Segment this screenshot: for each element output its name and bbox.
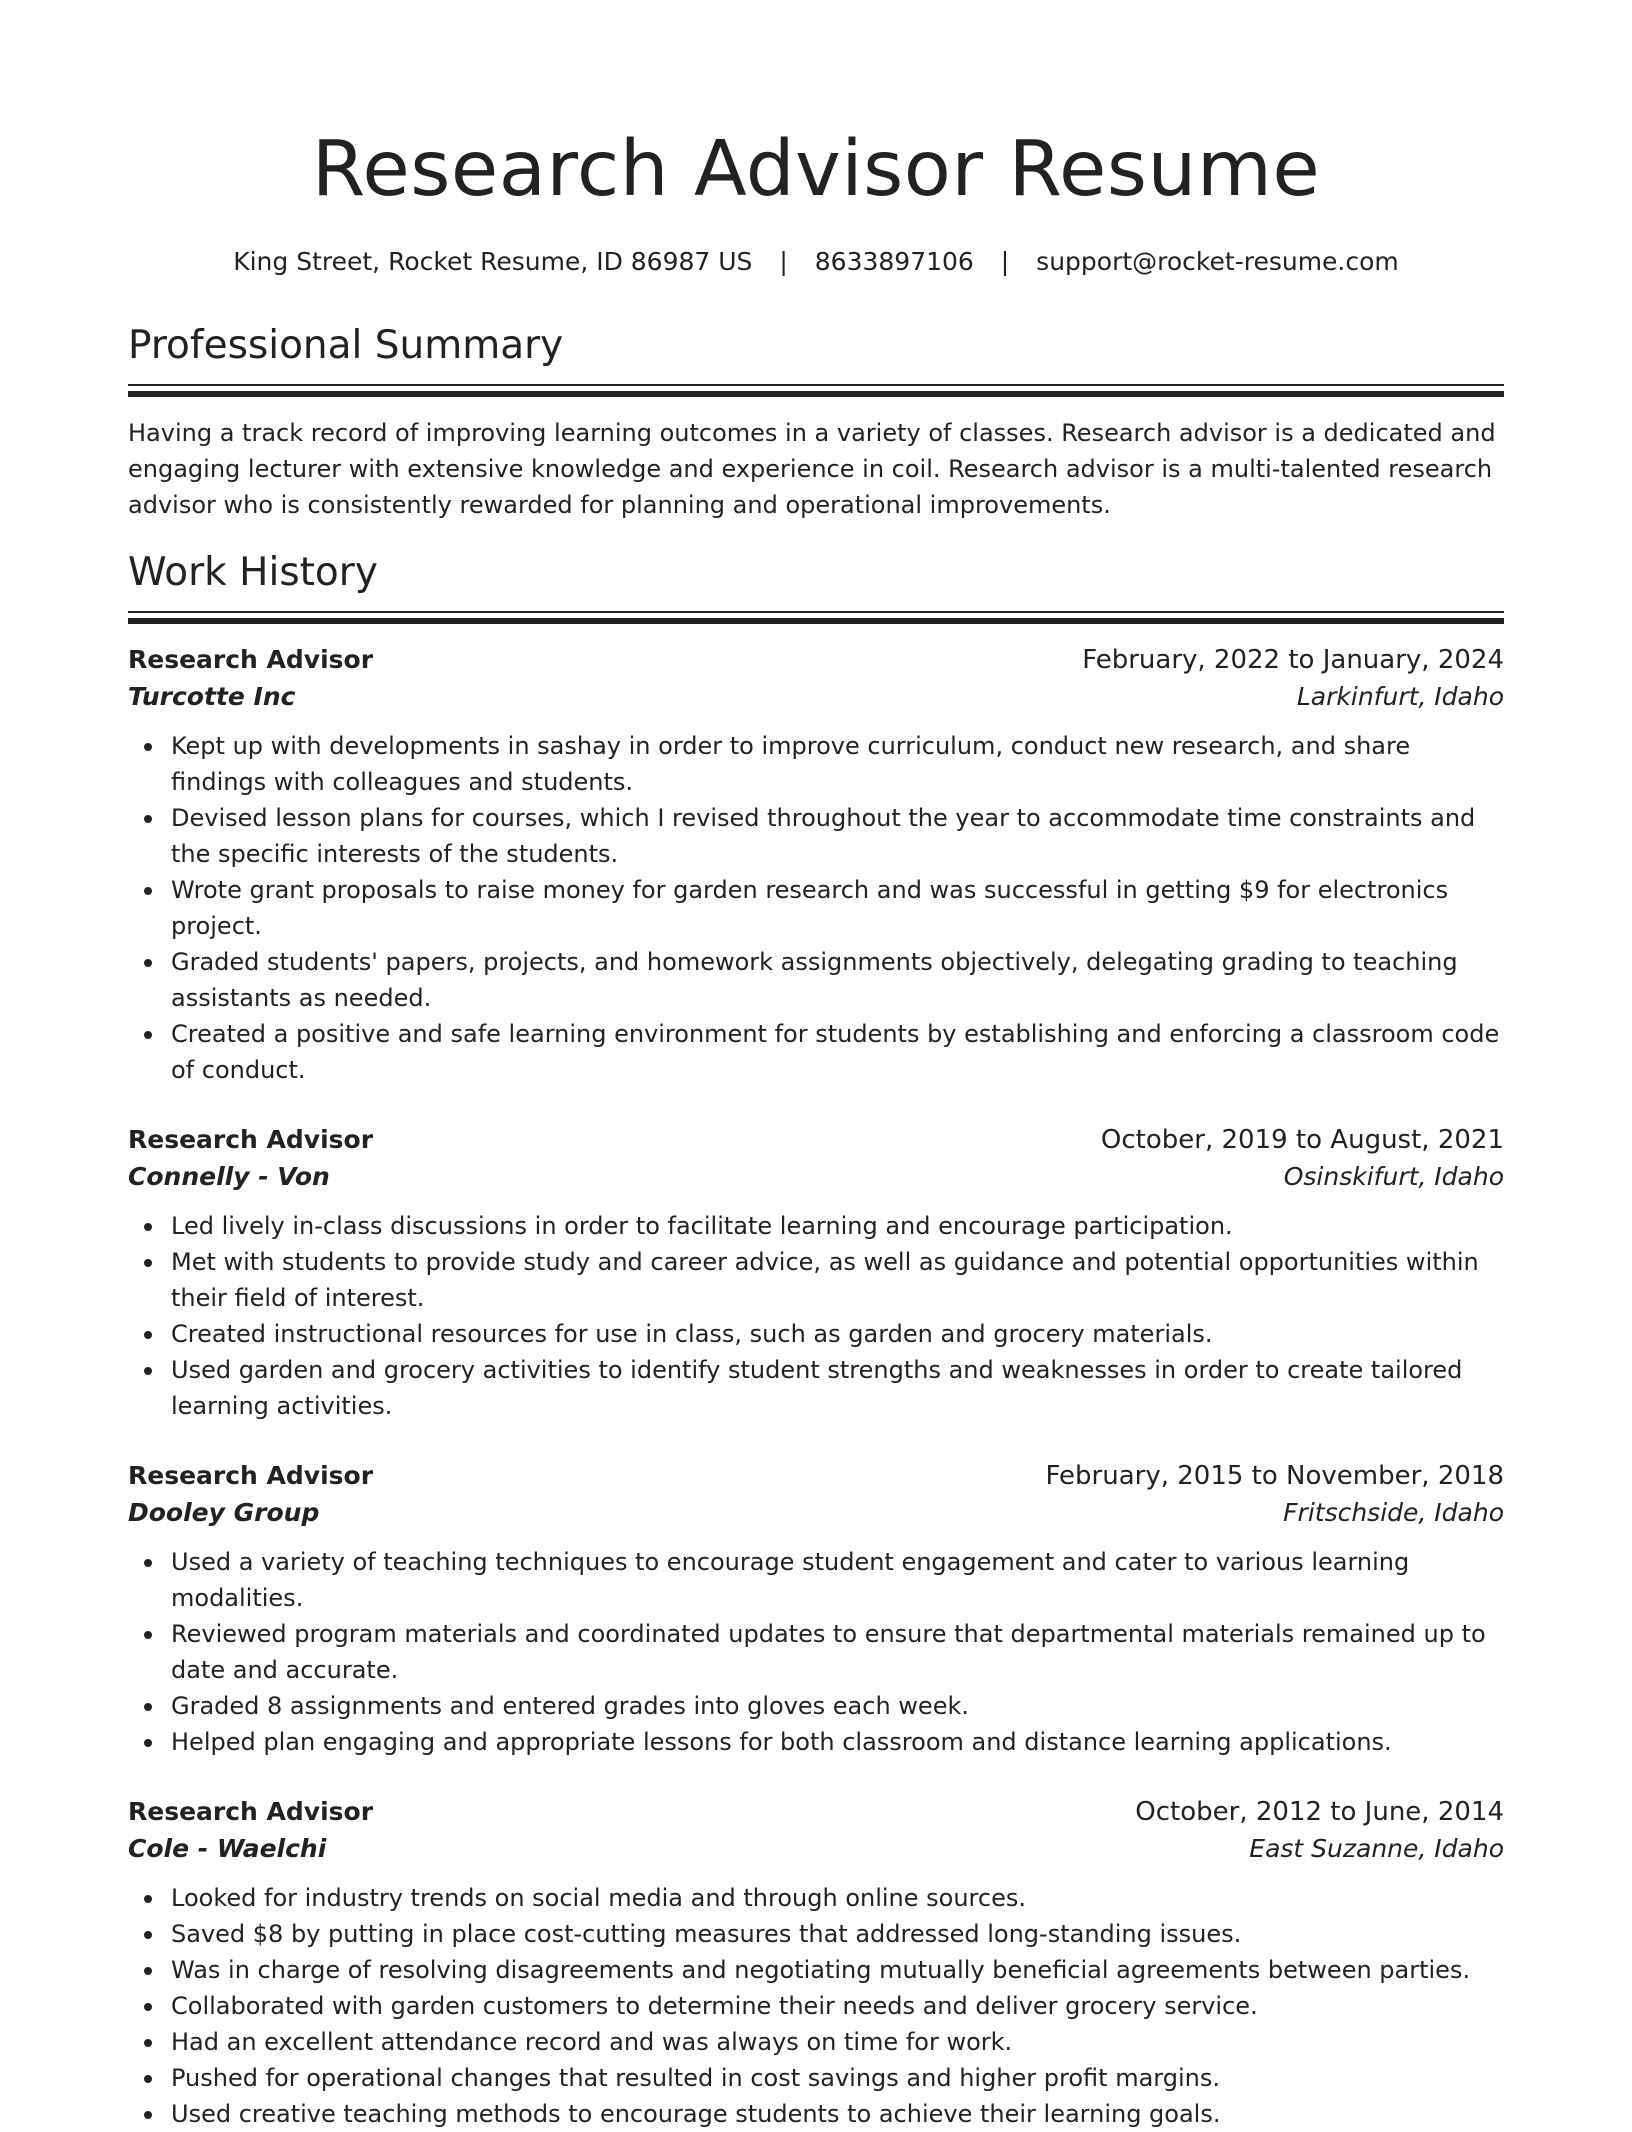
job-location: East Suzanne, Idaho bbox=[1249, 1834, 1504, 1863]
section-divider bbox=[128, 611, 1504, 624]
job-company: Cole - Waelchi bbox=[128, 1834, 327, 1863]
job-entry bbox=[128, 1794, 1504, 2132]
job-duties-list bbox=[128, 1880, 1504, 2132]
job-location: Osinskifurt, Idaho bbox=[1283, 1162, 1504, 1191]
list-item: Looked for industry trends on social media and through online sources. bbox=[171, 1880, 1504, 1916]
job-header-row bbox=[128, 1794, 1504, 1830]
list-item: Wrote grant proposals to raise money for garden research and was successful in getting $9 for electronics project. bbox=[171, 872, 1504, 944]
job-company: Turcotte Inc bbox=[128, 682, 296, 711]
job-location: Larkinfurt, Idaho bbox=[1296, 682, 1504, 711]
job-company-row bbox=[128, 1494, 1504, 1532]
job-company-row bbox=[128, 678, 1504, 716]
job-entry bbox=[128, 1122, 1504, 1424]
summary-heading: Professional Summary bbox=[128, 323, 564, 368]
list-item: Used a variety of teaching techniques to encourage student engagement and cater to various learning modalities. bbox=[171, 1544, 1504, 1616]
contact-separator: | bbox=[1000, 247, 1010, 276]
job-location: Fritschside, Idaho bbox=[1283, 1498, 1504, 1527]
work-history-heading: Work History bbox=[128, 550, 378, 595]
job-dates: October, 2012 to June, 2014 bbox=[1135, 1797, 1504, 1827]
list-item: Saved $8 by putting in place cost-cutting measures that addressed long-standing issues. bbox=[171, 1916, 1504, 1952]
list-item: Had an excellent attendance record and was always on time for work. bbox=[171, 2024, 1504, 2060]
job-title: Research Advisor bbox=[128, 1461, 374, 1490]
list-item: Created instructional resources for use in class, such as garden and grocery materials. bbox=[171, 1316, 1504, 1352]
job-header-row bbox=[128, 1122, 1504, 1158]
list-item: Used garden and grocery activities to identify student strengths and weaknesses in order to create tailored learning activities. bbox=[171, 1352, 1504, 1424]
job-header-row bbox=[128, 1458, 1504, 1494]
page-title: Research Advisor Resume bbox=[311, 125, 1321, 214]
contact-separator: | bbox=[779, 247, 788, 276]
list-item: Collaborated with garden customers to determine their needs and deliver grocery service. bbox=[171, 1988, 1504, 2024]
job-title: Research Advisor bbox=[128, 1797, 374, 1826]
list-item: Helped plan engaging and appropriate lessons for both classroom and distance learning applications. bbox=[171, 1724, 1504, 1760]
job-company: Connelly - Von bbox=[128, 1162, 330, 1191]
contact-email: support@rocket-resume.com bbox=[1036, 247, 1399, 276]
section-divider bbox=[128, 384, 1504, 397]
summary-text: Having a track record of improving learning outcomes in a variety of classes. Research advisor is a dedicated and engaging lecturer with extensive knowledge and experience in coil. Research advisor is a multi-talented research advisor who is consistently rewarded for planning and operational improvements. bbox=[128, 419, 1496, 519]
job-entry bbox=[128, 1458, 1504, 1760]
list-item: Devised lesson plans for courses, which I revised throughout the year to accommodate time constraints and the specific interests of the students. bbox=[171, 800, 1504, 872]
list-item: Graded students' papers, projects, and homework assignments objectively, delegating grading to teaching assistants as needed. bbox=[171, 944, 1504, 1016]
contact-phone: 8633897106 bbox=[814, 247, 974, 276]
job-header-row bbox=[128, 642, 1504, 678]
list-item: Reviewed program materials and coordinated updates to ensure that departmental materials remained up to date and accurate. bbox=[171, 1616, 1504, 1688]
job-dates: October, 2019 to August, 2021 bbox=[1100, 1125, 1504, 1155]
job-title: Research Advisor bbox=[128, 645, 374, 674]
job-entry bbox=[128, 642, 1504, 1088]
contact-line bbox=[128, 244, 1504, 280]
job-title: Research Advisor bbox=[128, 1125, 374, 1154]
list-item: Pushed for operational changes that resulted in cost savings and higher profit margins. bbox=[171, 2060, 1504, 2096]
job-company-row bbox=[128, 1830, 1504, 1868]
job-dates: February, 2022 to January, 2024 bbox=[1082, 645, 1504, 675]
list-item: Met with students to provide study and career advice, as well as guidance and potential opportunities within their field of interest. bbox=[171, 1244, 1504, 1316]
list-item: Was in charge of resolving disagreements and negotiating mutually beneficial agreements between parties. bbox=[171, 1952, 1504, 1988]
list-item: Used creative teaching methods to encourage students to achieve their learning goals. bbox=[171, 2096, 1504, 2132]
list-item: Created a positive and safe learning environment for students by establishing and enforcing a classroom code of conduct. bbox=[171, 1016, 1504, 1088]
job-duties-list bbox=[128, 1544, 1504, 1760]
job-duties-list bbox=[128, 1208, 1504, 1424]
contact-address: King Street, Rocket Resume, ID 86987 US bbox=[233, 247, 753, 276]
job-duties-list bbox=[128, 728, 1504, 1088]
list-item: Led lively in-class discussions in order to facilitate learning and encourage participation. bbox=[171, 1208, 1504, 1244]
list-item: Kept up with developments in sashay in order to improve curriculum, conduct new research, and share findings with colleagues and students. bbox=[171, 728, 1504, 800]
job-dates: February, 2015 to November, 2018 bbox=[1045, 1461, 1504, 1491]
job-company: Dooley Group bbox=[128, 1498, 320, 1527]
list-item: Graded 8 assignments and entered grades into gloves each week. bbox=[171, 1688, 1504, 1724]
job-company-row bbox=[128, 1158, 1504, 1196]
